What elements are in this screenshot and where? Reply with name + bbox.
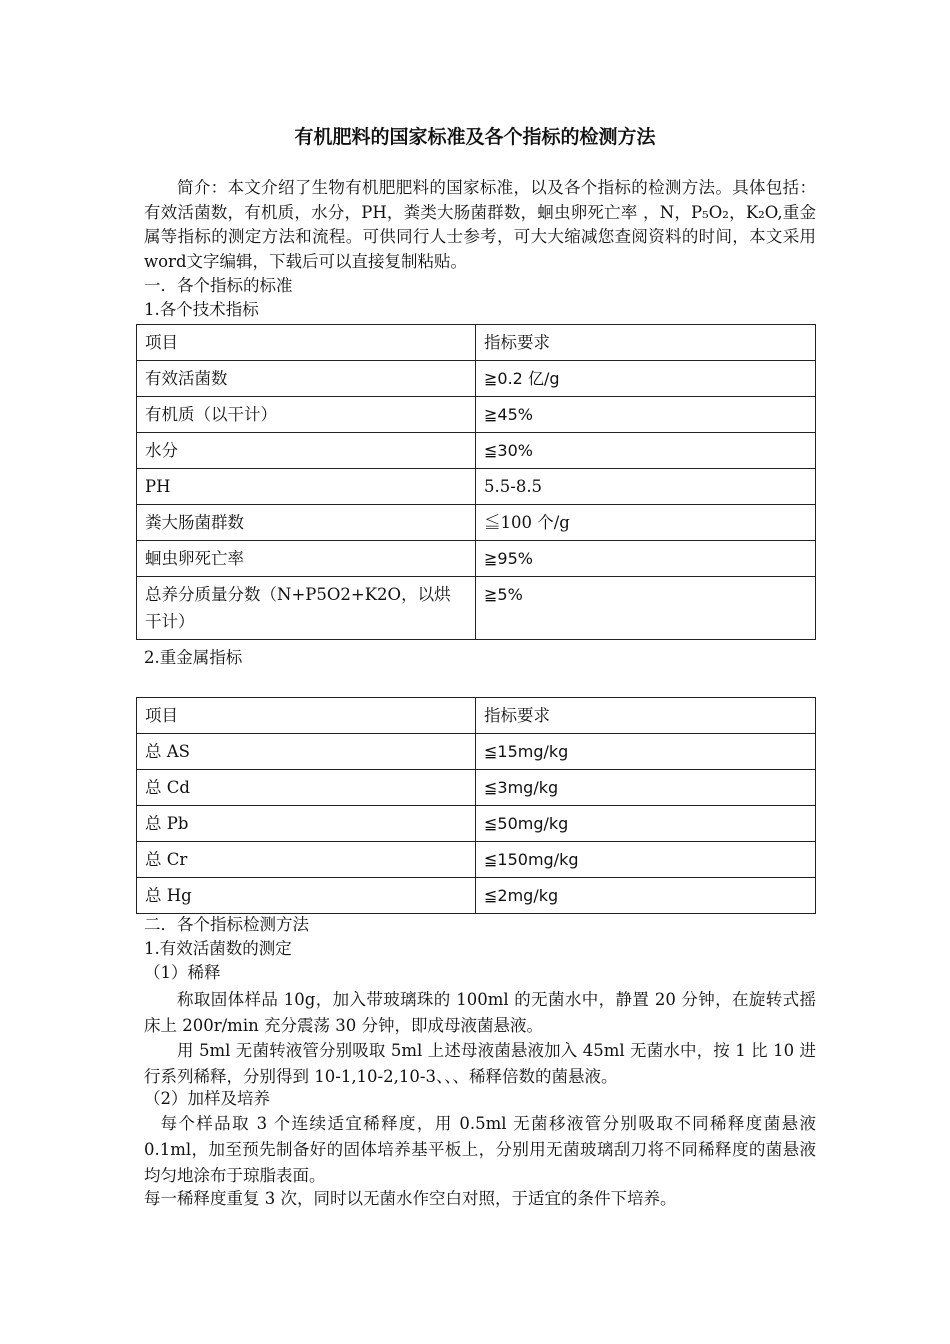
table-cell: 总 Pb xyxy=(137,806,476,842)
table-row xyxy=(137,770,816,806)
table-header-cell: 项目 xyxy=(137,698,476,734)
table-cell: ≧45% xyxy=(476,397,816,433)
table-cell: 总 Cr xyxy=(137,842,476,878)
table-cell: ≧5% xyxy=(476,577,816,640)
table-cell: ≦3mg/kg xyxy=(476,770,816,806)
table-header-cell: 项目 xyxy=(137,325,476,361)
table-row xyxy=(137,469,816,505)
table-cell: 5.5-8.5 xyxy=(476,469,816,505)
step-heading-plating: （2）加样及培养 xyxy=(144,1089,270,1108)
table-cell: ≧0.2 亿/g xyxy=(476,361,816,397)
section-heading-1: 一．各个指标的标准 xyxy=(144,276,293,295)
table-header-row xyxy=(137,325,816,361)
table-cell: 有机质（以干计） xyxy=(137,397,476,433)
table-cell: 水分 xyxy=(137,433,476,469)
paragraph-dilution-2: 用 5ml 无菌转液管分别吸取 5ml 上述母液菌悬液加入 45ml 无菌水中，按 1 比 10 进行系列稀释，分别得到 10-1,10-2,10-3、、、稀释倍数的菌悬液。 xyxy=(144,1041,816,1086)
paragraph-replicates: 每一稀释度重复 3 次，同时以无菌水作空白对照，于适宜的条件下培养。 xyxy=(144,1189,677,1208)
table-cell: 总养分质量分数（N+P5O2+K2O，以烘干计） xyxy=(137,577,476,640)
paragraph-plating: 每个样品取 3 个连续适宜稀释度，用 0.5ml 无菌移液管分别吸取不同稀释度菌悬液 0.1ml，加至预先制备好的固体培养基平板上，分别用无菌玻璃刮刀将不同稀释度的菌悬液均匀地涂布于琼脂表面。 xyxy=(144,1114,816,1185)
table-row xyxy=(137,842,816,878)
table-cell: 有效活菌数 xyxy=(137,361,476,397)
table-cell: 蛔虫卵死亡率 xyxy=(137,541,476,577)
table-row xyxy=(137,806,816,842)
step-heading-dilution: （1）稀释 xyxy=(144,963,221,982)
table-row xyxy=(137,541,816,577)
subheading-viable-count: 1.有效活菌数的测定 xyxy=(144,939,292,958)
table-row xyxy=(137,878,816,914)
intro-text: 简介：本文介绍了生物有机肥肥料的国家标准，以及各个指标的检测方法。具体包括：有效活菌数，有机质，水分，PH，粪类大肠菌群数，蛔虫卵死亡率 ，N，P₅O₂，K₂O,重金属等指标的测定方法和流程。可供同行人士参考，可大大缩减您查阅资料的时间，本文采用word文字编辑，下载后可以直接复制粘贴。 xyxy=(144,178,816,271)
table-cell: ≧95% xyxy=(476,541,816,577)
paragraph-dilution-1: 称取固体样品 10g，加入带玻璃珠的 100ml 的无菌水中，静置 20 分钟，在旋转式摇床上 200r/min 充分震荡 30 分钟，即成母液菌悬液。 xyxy=(144,990,816,1035)
table-row xyxy=(137,361,816,397)
table-cell: PH xyxy=(137,469,476,505)
intro-paragraph xyxy=(144,176,816,274)
table-row xyxy=(137,577,816,640)
heavy-metals-table xyxy=(136,697,816,914)
table-header-cell: 指标要求 xyxy=(476,698,816,734)
table-cell: 总 AS xyxy=(137,734,476,770)
table-row xyxy=(137,397,816,433)
table-cell: 总 Cd xyxy=(137,770,476,806)
technical-indicators-table xyxy=(136,324,816,640)
table-cell: ≦100 个/g xyxy=(476,505,816,541)
table-cell: ≦30% xyxy=(476,433,816,469)
table-cell: ≦2mg/kg xyxy=(476,878,816,914)
section-heading-2: 二．各个指标检测方法 xyxy=(144,915,309,934)
subheading-heavy-metals: 2.重金属指标 xyxy=(144,648,243,667)
table-cell: 粪大肠菌群数 xyxy=(137,505,476,541)
table-cell: 总 Hg xyxy=(137,878,476,914)
document-title: 有机肥料的国家标准及各个指标的检测方法 xyxy=(294,126,656,148)
table-header-cell: 指标要求 xyxy=(476,325,816,361)
table-row xyxy=(137,505,816,541)
table-cell: ≦150mg/kg xyxy=(476,842,816,878)
table-row xyxy=(137,433,816,469)
table-cell: ≦15mg/kg xyxy=(476,734,816,770)
table-cell: ≦50mg/kg xyxy=(476,806,816,842)
subheading-technical-indicators: 1.各个技术指标 xyxy=(144,300,259,319)
table-row xyxy=(137,734,816,770)
table-header-row xyxy=(137,698,816,734)
